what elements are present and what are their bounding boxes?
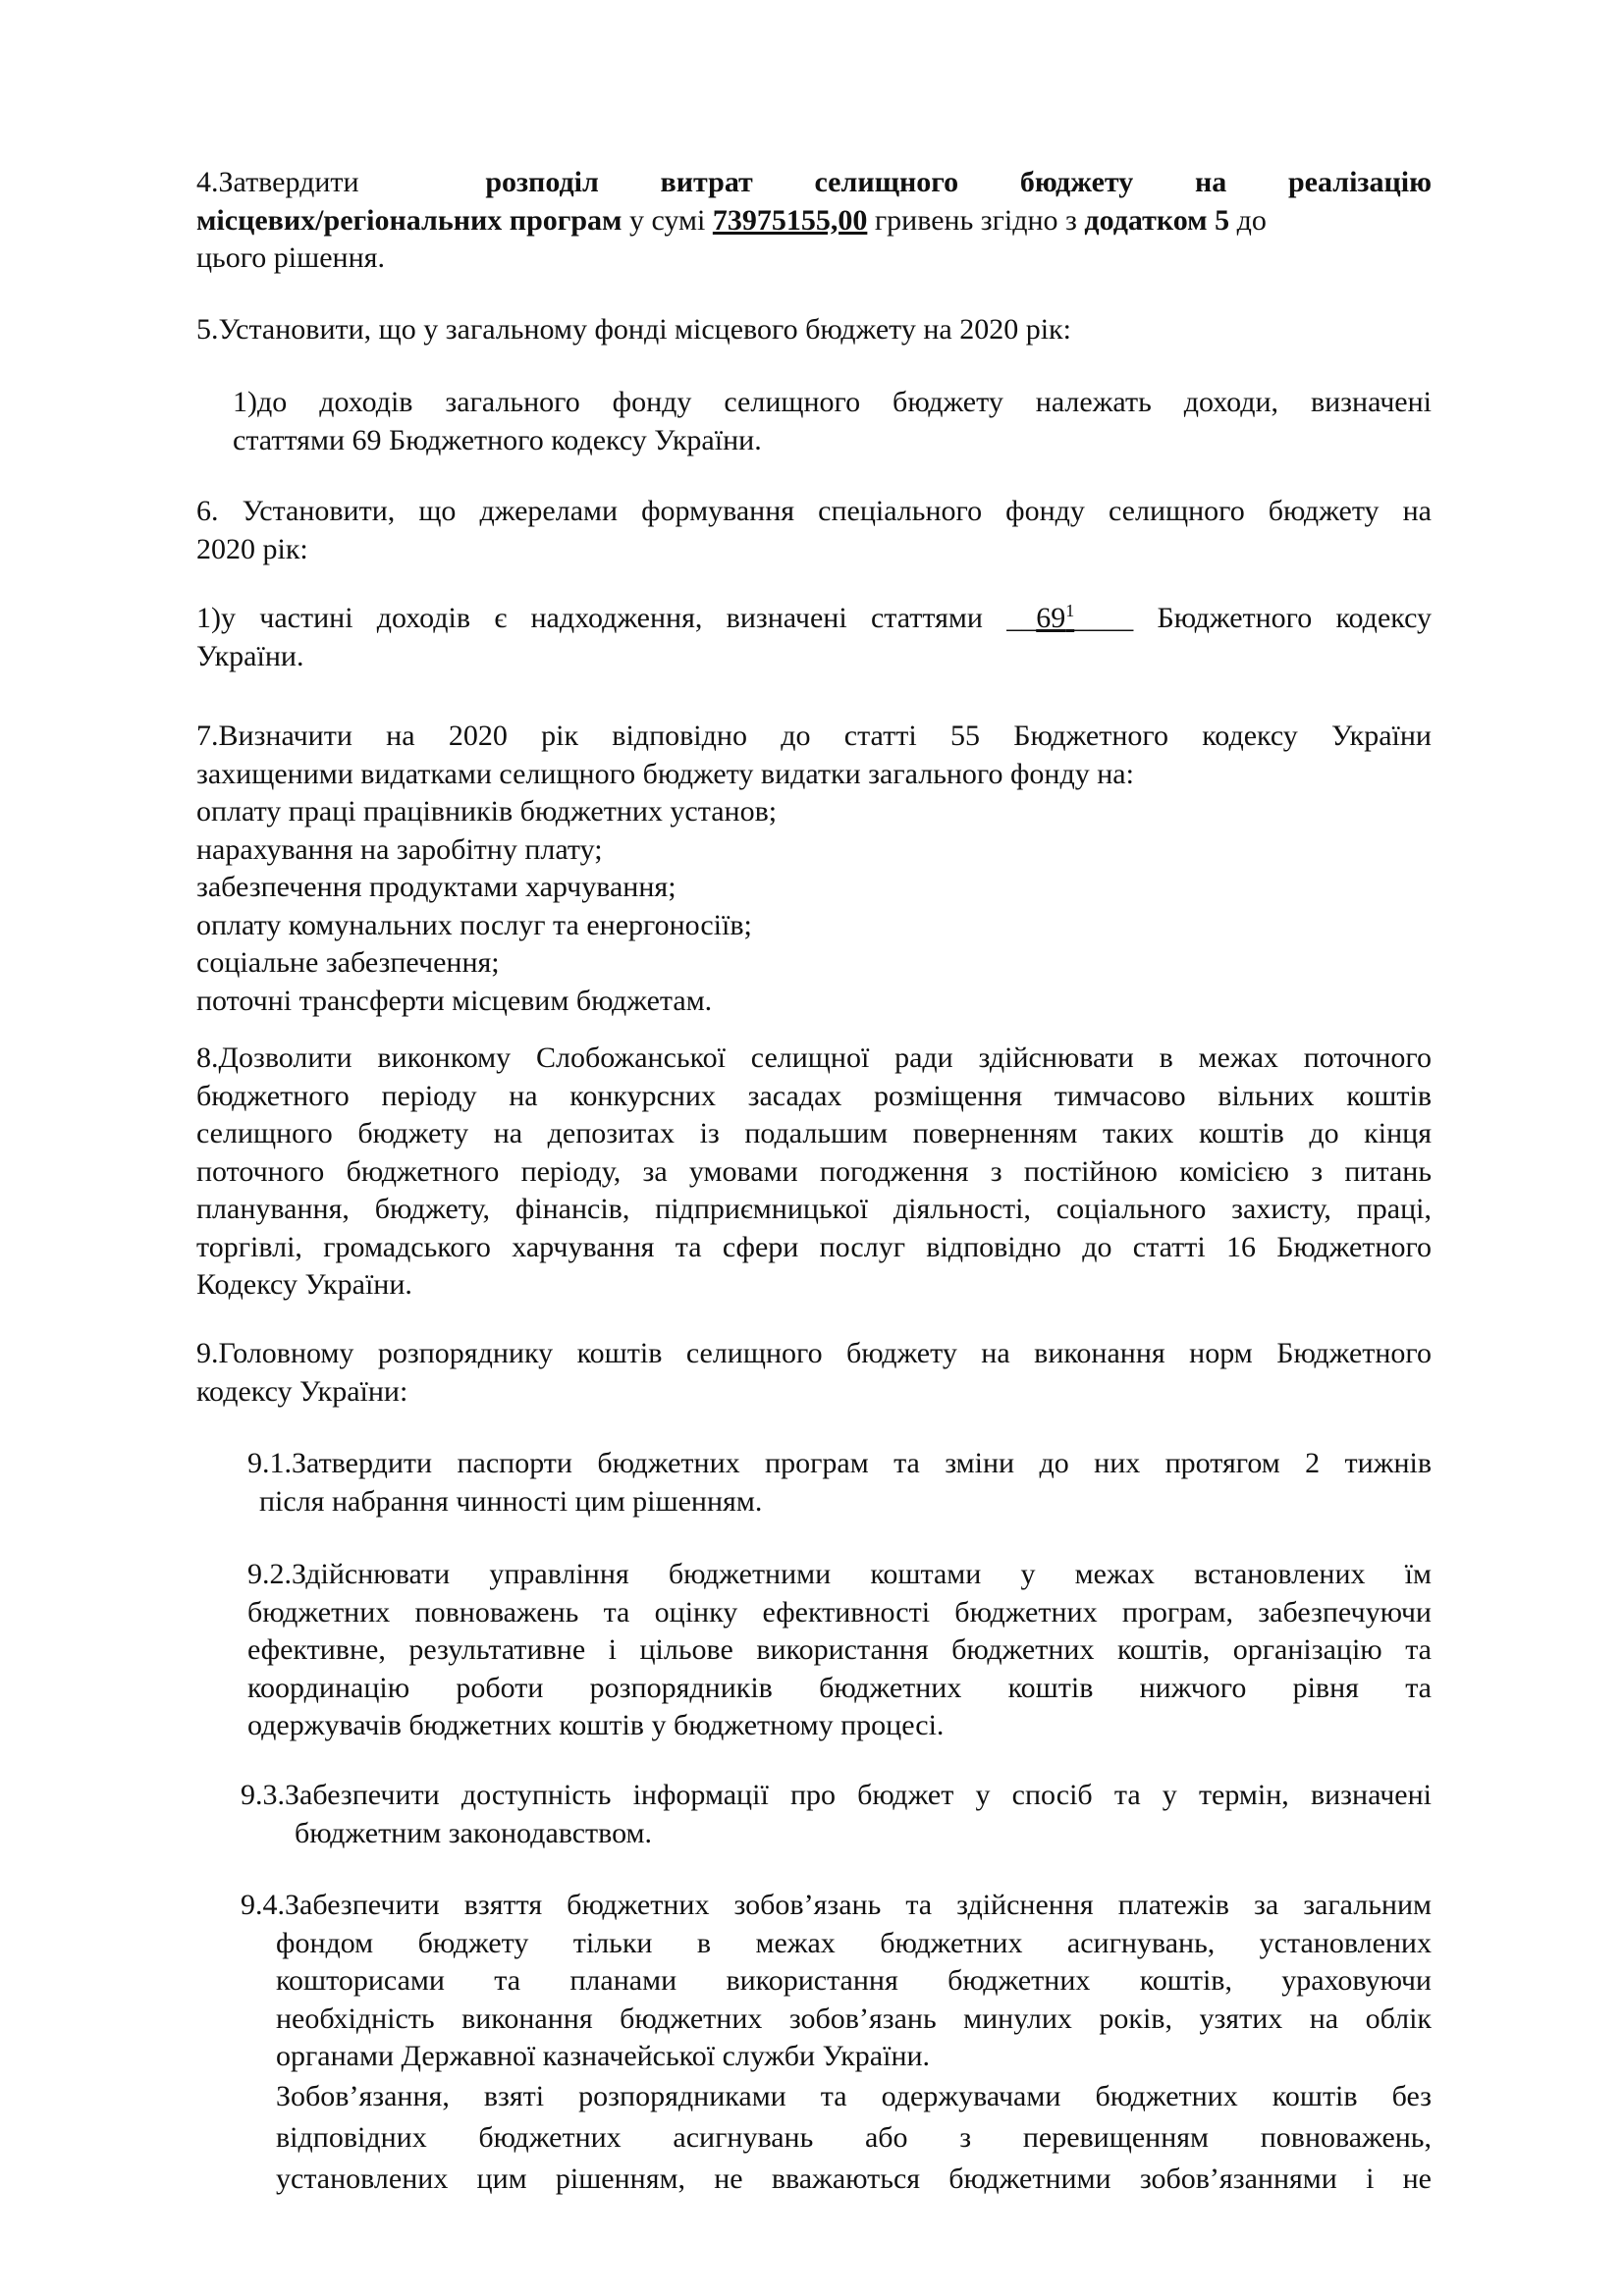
paragraph-5	[196, 311, 1432, 349]
s92-line: одержувачів бюджетних коштів у бюджетному процесі.	[247, 1709, 945, 1741]
s92-line: бюджетних повноважень та оцінку ефективності бюджетних програм, забезпечуючи	[247, 1595, 1432, 1629]
p6-article-sup: 1	[1065, 601, 1075, 620]
p8-line: поточного бюджетного періоду, за умовами погодження з постійною комісією з питань	[196, 1154, 1432, 1188]
p8-line: планування, бюджету, фінансів, підприємницької діяльності, соціального захисту, праці,	[196, 1193, 1432, 1225]
subsection-9-4	[241, 1887, 1432, 2200]
s94-line: 9.4.Забезпечити взяття бюджетних зобов’язань та здійснення платежів за загальним	[241, 1889, 1432, 1921]
p7-line1: 7.Визначити на 2020 рік відповідно до статті 55 Бюджетного кодексу України	[196, 720, 1432, 752]
s91-line2: після набрання чинності цим рішенням.	[259, 1484, 763, 1518]
s93-line1: 9.3.Забезпечити доступність інформації про бюджет у спосіб та у термін, визначені	[241, 1779, 1432, 1811]
paragraph-4-line-3: цього рішення.	[196, 241, 385, 274]
s94-para2-line: відповідних бюджетних асигнувань або з перевищенням повноважень,	[276, 2120, 1432, 2154]
paragraph-5-heading: 5.Установити, що у загальному фонді місцевого бюджету на 2020 рік:	[196, 313, 1071, 346]
s92-line: 9.2.Здійснювати управління бюджетними коштами у межах встановлених їм	[247, 1558, 1432, 1590]
s94-line: фондом бюджету тільки в межах бюджетних асигнувань, установлених	[276, 1926, 1432, 1959]
subsection-9-2	[247, 1556, 1432, 1745]
p7-list-item: забезпечення продуктами харчування;	[196, 871, 677, 903]
p4-line1-b: розподіл витрат селищного бюджету на реалізацію	[485, 166, 1433, 198]
paragraph-8	[196, 1040, 1432, 1305]
p7-list-item: оплату комунальних послуг та енергоносіїв;	[196, 908, 752, 941]
s94-para2-line: установлених цим рішенням, не вважаються бюджетними зобов’язаннями і не	[276, 2162, 1432, 2195]
s94-para2-line: Зобов’язання, взяті розпорядниками та одержувачами бюджетних коштів без	[276, 2079, 1432, 2112]
p7-list-item: оплату праці працівників бюджетних установ;	[196, 795, 778, 828]
subsection-9-1	[247, 1445, 1432, 1521]
p6-item1-line2: України.	[196, 639, 304, 672]
p7-list-item: поточні трансферти місцевим бюджетам.	[196, 984, 713, 1017]
p7-line2: захищеними видатками селищного бюджету видатки загального фонду на:	[196, 757, 1134, 790]
paragraph-9	[196, 1335, 1432, 1411]
p6-item1-line1	[196, 600, 1432, 638]
p4-line1-a: 4.Затвердити	[196, 166, 359, 198]
p4-line2-b: у сумі	[622, 203, 713, 237]
p6-item1-c: ___ Бюджетного кодексу	[1089, 602, 1433, 634]
p4-amount: 73975155,00	[712, 203, 868, 237]
paragraph-5-item-1	[233, 384, 1432, 459]
s91-line1: 9.1.Затвердити паспорти бюджетних програм та зміни до них протягом 2 тижнів	[247, 1447, 1432, 1479]
p4-line2-c: гривень згідно з	[867, 203, 1085, 237]
p8-line: Кодексу України.	[196, 1268, 412, 1301]
s92-line: координацію роботи розпорядників бюджетних коштів нижчого рівня та	[247, 1671, 1432, 1704]
p9-heading-line2: кодексу України:	[196, 1374, 408, 1408]
p6-article: 69	[1036, 602, 1066, 634]
p6-heading-line2: 2020 рік:	[196, 532, 308, 565]
p6-item1-a: 1)у частині доходів є надходження, визначені статтями __	[196, 602, 1037, 634]
p4-line2-d: додатком 5	[1084, 203, 1230, 237]
s94-line: необхідність виконання бюджетних зобов’язань минулих років, узятих на облік	[276, 2002, 1432, 2035]
paragraph-4-line-1	[196, 164, 1432, 202]
p6-heading-line1: 6. Установити, що джерелами формування спеціального фонду селищного бюджету на	[196, 495, 1432, 527]
p8-line: 8.Дозволити виконкому Слобожанської селищної ради здійснювати в межах поточного	[196, 1041, 1432, 1074]
p6-item1-b: _	[1074, 602, 1090, 634]
p7-list-item: соціальне забезпечення;	[196, 946, 500, 979]
p7-list-item: нарахування на заробітну плату;	[196, 832, 603, 866]
p4-line2-a: місцевих/регіональних програм	[196, 203, 623, 237]
p4-line2-e: до	[1229, 203, 1267, 237]
paragraph-4	[196, 164, 1432, 278]
paragraph-4-line-2	[196, 202, 1432, 240]
s93-line2: бюджетним законодавством.	[295, 1816, 653, 1849]
paragraph-6	[196, 493, 1432, 568]
p8-line: селищного бюджету на депозитах із подальшим поверненням таких коштів до кінця	[196, 1117, 1432, 1149]
p8-line: торгівлі, громадського харчування та сфери послуг відповідно до статті 16 Бюджетного	[196, 1230, 1432, 1263]
p5-item1-line2: статтями 69 Бюджетного кодексу України.	[233, 423, 762, 456]
paragraph-7	[196, 718, 1432, 1020]
s92-line: ефективне, результативне і цільове використання бюджетних коштів, організацію та	[247, 1633, 1432, 1666]
p5-item1-line1: 1)до доходів загального фонду селищного бюджету належать доходи, визначені	[233, 386, 1432, 418]
subsection-9-3	[241, 1777, 1432, 1852]
s94-line: органами Державної казначейської служби України.	[276, 2040, 931, 2072]
p6-article-number	[1036, 602, 1074, 634]
paragraph-6-item-1	[196, 600, 1432, 675]
p9-heading-line1: 9.Головному розпоряднику коштів селищного бюджету на виконання норм Бюджетного	[196, 1337, 1432, 1369]
s94-line: кошторисами та планами використання бюджетних коштів, ураховуючи	[276, 1964, 1432, 1997]
p8-line: бюджетного періоду на конкурсних засадах розміщення тимчасово вільних коштів	[196, 1079, 1432, 1112]
